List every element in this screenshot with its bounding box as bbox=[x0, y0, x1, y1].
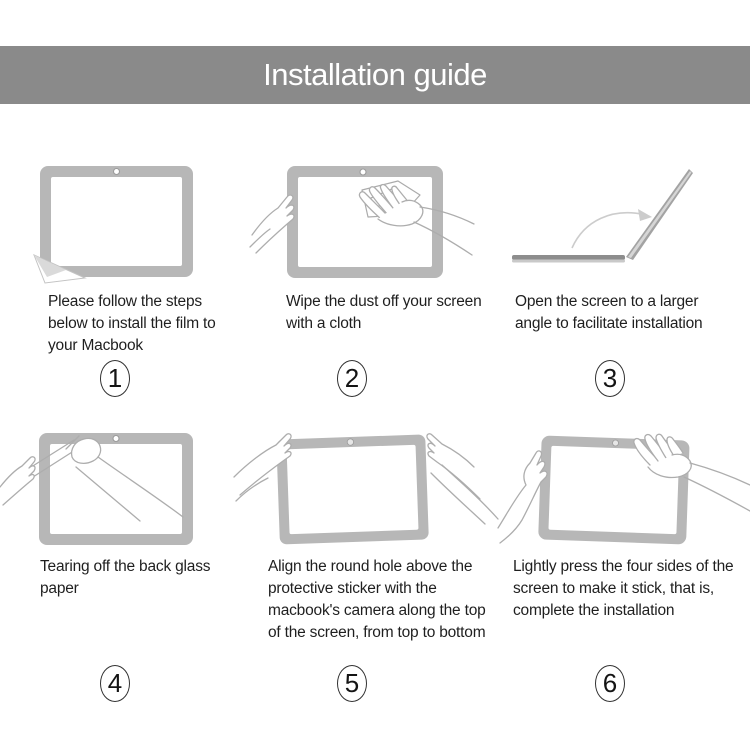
step-6-text: Lightly press the four sides of the screen to make it stick, that is, complete the installation bbox=[513, 558, 734, 619]
step-5-text: Align the round hole above the protective sticker with the macbook's camera along the top of the screen, from top to bottom bbox=[268, 558, 486, 641]
align-film-icon bbox=[250, 425, 500, 550]
camera-dot-icon bbox=[114, 169, 120, 175]
tablet-frame bbox=[287, 166, 443, 278]
step-2-cell bbox=[250, 155, 500, 405]
step-6-illustration bbox=[500, 425, 750, 550]
open-laptop-icon bbox=[500, 155, 750, 285]
tablet-frame bbox=[276, 434, 429, 544]
step-6-cell bbox=[500, 425, 750, 710]
step-4-number-badge: 4 bbox=[100, 665, 130, 702]
tablet-frame bbox=[40, 166, 193, 277]
tablet-frame bbox=[39, 433, 193, 545]
wipe-screen-icon bbox=[250, 155, 500, 285]
step-3-text: Open the screen to a larger angle to facilitate installation bbox=[515, 293, 703, 332]
steps-row-1 bbox=[0, 155, 750, 405]
tear-backing-icon bbox=[0, 425, 250, 550]
step-2-number-badge: 2 bbox=[337, 360, 367, 397]
header-banner bbox=[0, 46, 750, 104]
camera-dot-icon bbox=[360, 169, 366, 175]
step-4-illustration bbox=[0, 425, 250, 550]
step-2-illustration bbox=[250, 155, 500, 285]
step-1-number-badge: 1 bbox=[100, 360, 130, 397]
step-2-text: Wipe the dust off your screen with a cloth bbox=[286, 293, 482, 332]
camera-dot-icon bbox=[347, 439, 354, 446]
camera-dot-icon bbox=[612, 440, 618, 446]
step-4-cell bbox=[0, 425, 250, 710]
laptop-base bbox=[512, 255, 625, 263]
right-hand-icon bbox=[427, 434, 498, 524]
steps-row-2 bbox=[0, 425, 750, 710]
step-3-number-badge: 3 bbox=[595, 360, 625, 397]
step-5-cell bbox=[250, 425, 500, 710]
step-3-illustration bbox=[500, 155, 750, 285]
camera-dot-icon bbox=[113, 436, 119, 442]
step-5-illustration bbox=[250, 425, 500, 550]
step-3-cell bbox=[500, 155, 750, 405]
step-1-illustration bbox=[0, 155, 250, 285]
step-5-number-badge: 5 bbox=[337, 665, 367, 702]
page-title: Installation guide bbox=[263, 57, 487, 92]
macbook-film-peel-icon bbox=[0, 155, 250, 285]
left-hand-icon bbox=[0, 457, 35, 505]
step-6-number-badge: 6 bbox=[595, 665, 625, 702]
step-1-cell bbox=[0, 155, 250, 405]
laptop-screen bbox=[626, 169, 693, 260]
step-4-text: Tearing off the back glass paper bbox=[40, 558, 211, 597]
step-1-text: Please follow the steps below to install the film to your Macbook bbox=[48, 293, 216, 354]
press-edges-icon bbox=[500, 425, 750, 550]
